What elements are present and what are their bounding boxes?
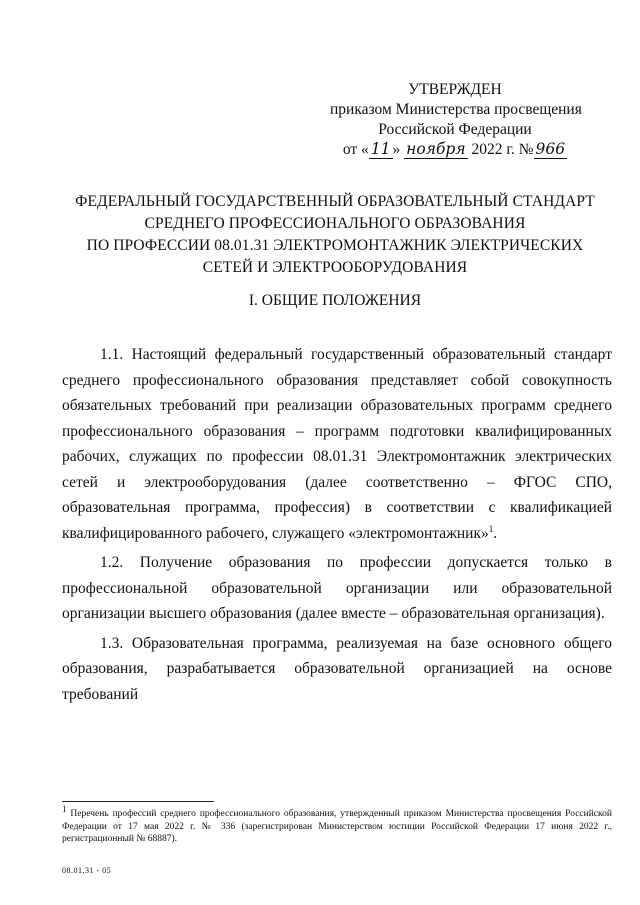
paragraph-1-1 [62,342,612,546]
handwritten-day: 11 [370,140,391,158]
footnote [62,803,612,846]
footnote-text: Перечень профессий среднего профессионального образования, утвержденный приказом Министерства просвещения Российской Федерации от 17 мая 2022 г. № 336 (зарегистрирован Министерством юстиции Российской Федерации 17 июня 2022 г., регистрационный № 68887). [62,809,612,844]
footnote-reference: 1 [488,523,494,534]
body-text [62,342,612,711]
approval-block [330,80,580,160]
handwritten-month: ноября [406,140,466,158]
title-line-1: ФЕДЕРАЛЬНЫЙ ГОСУДАРСТВЕННЫЙ ОБРАЗОВАТЕЛЬНЫЙ СТАНДАРТ [75,193,595,210]
section-heading: I. ОБЩИЕ ПОЛОЖЕНИЯ [248,292,422,309]
title-line-4: СЕТЕЙ И ЭЛЕКТРООБОРУДОВАНИЯ [202,259,468,276]
handwritten-order-number: 966 [535,140,566,158]
title-line-2: СРЕДНЕГО ПРОФЕССИОНАЛЬНОГО ОБРАЗОВАНИЯ [144,215,526,232]
paragraph-1-1-text: 1.1. Настоящий федеральный государственный образовательный стандарт среднего профессионального образования представляет собой совокупность обязательных требований при реализации образовательных программ среднего профессионального образования – программ подготовки квалифицированных рабочих, служащих по профессии 08.01.31 Электромонтажник электрических сетей и электрооборудования (далее соответственно – ФГОС СПО, образовательная программа, профессия) в соответствии с квалификацией квалифицированного рабочего, служащего «электромонтажник» [62,346,612,542]
approval-ministry-line: Российской Федерации [378,121,532,138]
footnote-marker: 1 [62,803,67,814]
document-code: 08.01.31 - 05 [62,866,112,875]
date-year: 2022 г. № [471,141,534,158]
title-line-3: ПО ПРОФЕССИИ 08.01.31 ЭЛЕКТРОМОНТАЖНИК ЭЛЕКТРИЧЕСКИХ [86,237,584,254]
standard-title [70,191,600,279]
approval-order-line: приказом Министерства просвещения [330,101,582,118]
footnote-divider [62,801,214,802]
approval-date-line [330,140,580,160]
approval-stamp: УТВЕРЖДЕН [408,81,502,98]
date-quote: » [392,141,401,158]
date-prefix: от « [342,141,369,158]
paragraph-1-2: 1.2. Получение образования по профессии допускается только в профессиональной образовательной организации или образовательной организации высшего образования (далее вместе – образовательная организация). [62,554,612,622]
paragraph-1-1-end: . [493,524,498,542]
paragraph-1-3: 1.3. Образовательная программа, реализуемая на базе основного общего образования, разрабатывается образовательной организацией на основе требований [62,634,612,703]
